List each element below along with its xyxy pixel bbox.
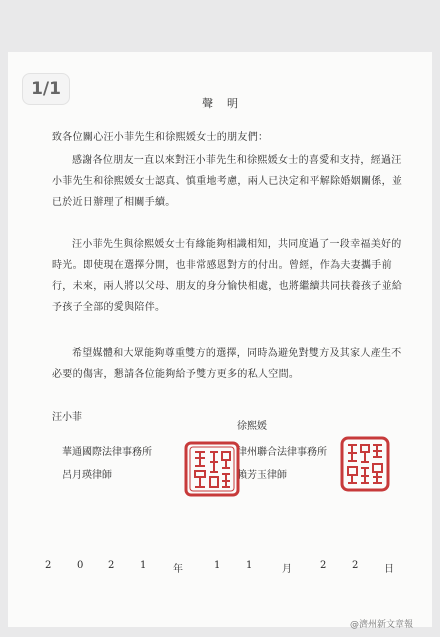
date-char-6: 1 [214, 560, 221, 571]
left-lawyer-name: 呂月瑛律師 [62, 470, 112, 481]
date-char-2: 0 [77, 560, 84, 571]
date-char-1: 2 [45, 560, 52, 571]
date-char-11: 日 [384, 564, 394, 575]
document-title: 聲明 [202, 97, 252, 110]
date-char-4: 1 [140, 560, 147, 571]
date-char-7: 1 [246, 560, 253, 571]
right-law-firm: 律州聯合法律事務所 [237, 447, 327, 458]
salutation: 致各位關心汪小菲先生和徐熙媛女士的朋友們： [52, 132, 269, 143]
date-char-10: 2 [352, 560, 359, 571]
source-watermark: @濟州新文章報 [350, 620, 414, 630]
date-char-8: 月 [282, 564, 292, 575]
date-char-9: 2 [320, 560, 327, 571]
paragraph-2: 汪小菲先生與徐熙媛女士有緣能夠相識相知，共同度過了一段幸福美好的時光。即使現在選擇分開，也非常感恩對方的付出。曾經，作為夫妻攜手前行，未來，兩人將以父母、朋友的身分愉快相處，也將繼續共同扶養孩子並給予孩子全部的愛與陪伴。 [52, 239, 403, 313]
right-signatory-name: 徐熙媛 [237, 421, 267, 432]
left-law-firm: 華通國際法律事務所 [62, 447, 152, 458]
right-seal-stamp [340, 436, 390, 492]
paragraph-1: 感謝各位朋友一直以來對汪小菲先生和徐熙媛女士的喜愛和支持，經過汪小菲先生和徐熙媛女士認真、慎重地考慮，兩人已決定和平解除婚姻關係，並已於近日辦理了相關手續。 [52, 155, 403, 208]
date-char-3: 2 [108, 560, 115, 571]
right-lawyer-name: 賴芳玉律師 [237, 470, 287, 481]
left-signatory-name: 汪小菲 [52, 412, 82, 423]
date-char-5: 年 [173, 564, 183, 575]
left-seal-stamp [183, 440, 241, 498]
paragraph-3: 希望媒體和大眾能夠尊重雙方的選擇，同時為避免對雙方及其家人產生不必要的傷害，懇請各位能夠給予雙方更多的私人空間。 [52, 348, 402, 380]
page-count-badge: 1/1 [22, 73, 70, 105]
